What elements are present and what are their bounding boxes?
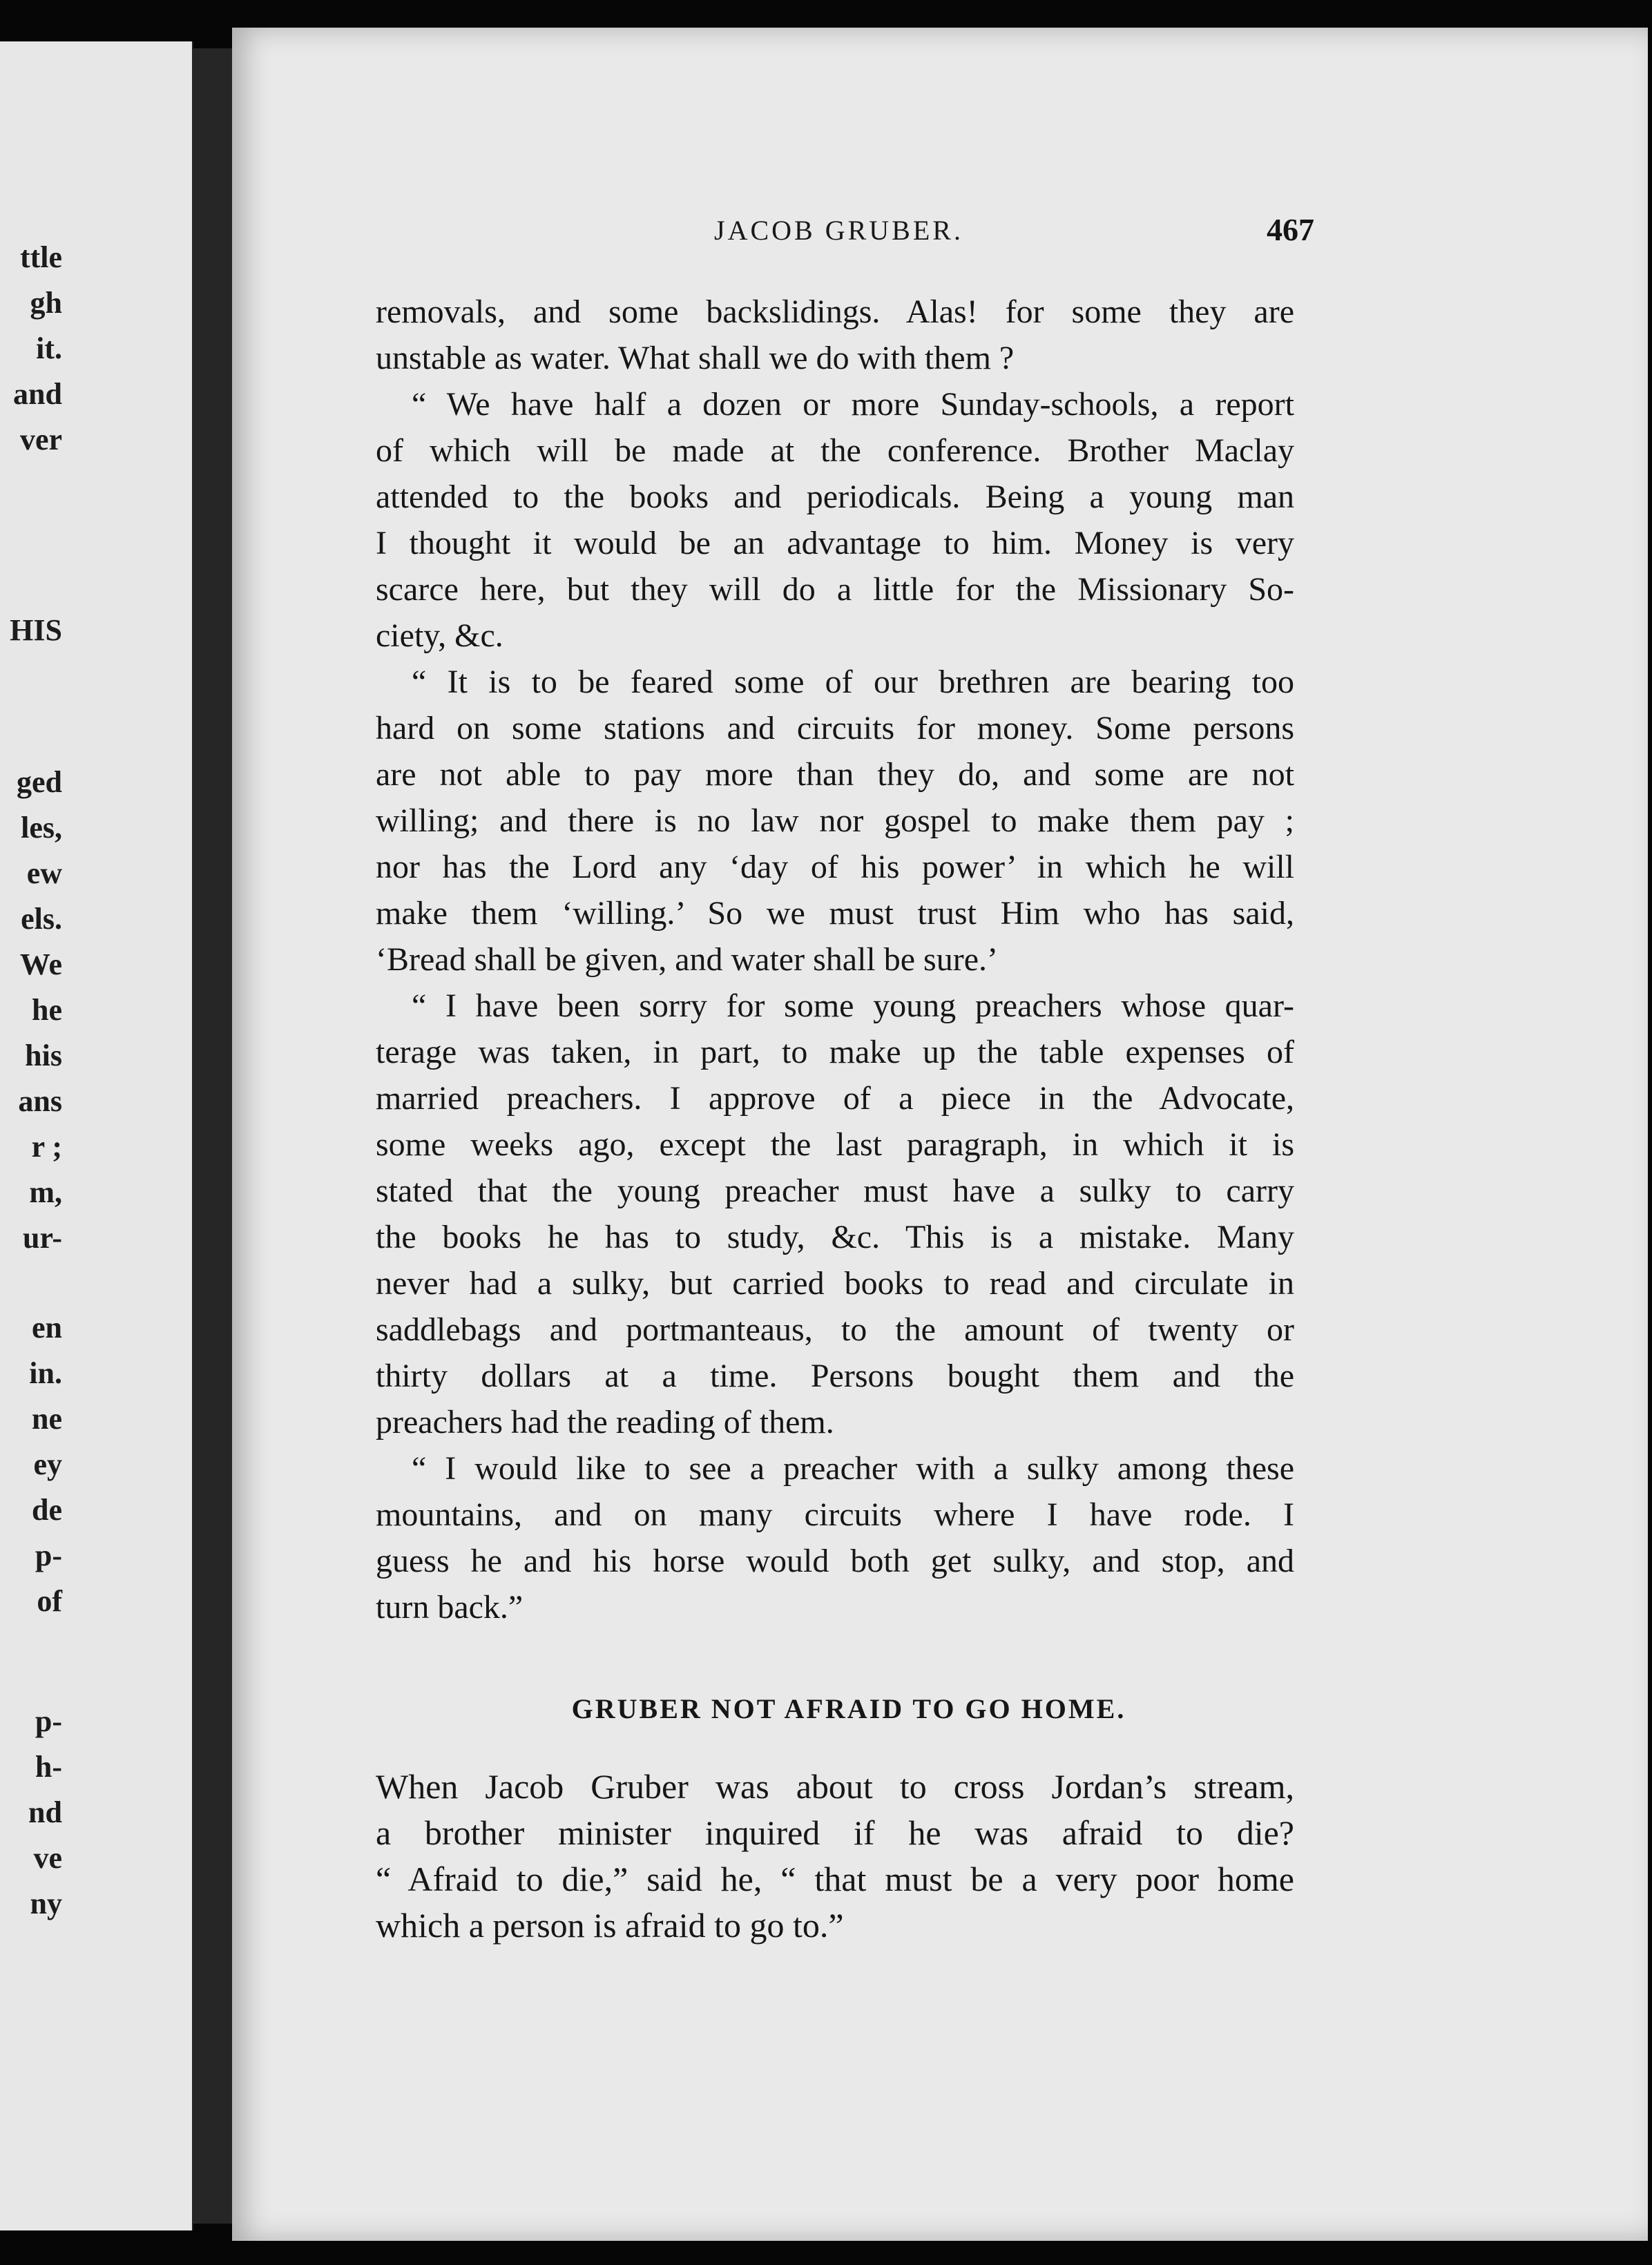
book-page <box>232 28 1648 2241</box>
left-page-text-fragment: ans <box>18 1084 62 1118</box>
left-page-text-fragment: ve <box>33 1841 62 1875</box>
text-line: “ I have been sorry for some young preachers whose quar- <box>412 987 1294 1024</box>
text-line: some weeks ago, except the last paragraph, in which it is <box>376 1126 1294 1163</box>
left-page-text-fragment: ne <box>32 1402 62 1436</box>
left-page-text-fragment: els. <box>21 902 62 936</box>
text-line: scarce here, but they will do a little for the Missionary So- <box>376 571 1294 608</box>
left-page-text-fragment: ged <box>17 765 62 799</box>
running-head <box>232 214 1648 256</box>
paragraph <box>376 381 1294 659</box>
left-page-text-fragment: ur- <box>22 1221 62 1255</box>
left-page-text-fragment: HIS <box>10 613 62 647</box>
left-page-text-fragment: ver <box>19 423 62 456</box>
text-line: removals, and some backslidings. Alas! for some they are <box>376 293 1294 330</box>
text-line: “ Afraid to die,” said he, “ that must be a very poor home <box>376 1860 1294 1898</box>
left-page-text-fragment: his <box>25 1039 62 1072</box>
text-line: willing; and there is no law nor gospel to make them pay ; <box>376 802 1294 839</box>
text-line: terage was taken, in part, to make up the table expenses of <box>376 1034 1294 1070</box>
left-page-text-fragment: ew <box>26 856 62 890</box>
left-page-text-fragment: nd <box>28 1795 62 1829</box>
paragraph <box>376 983 1294 1445</box>
text-line: turn back.” <box>376 1589 524 1626</box>
running-title: JACOB GRUBER. <box>714 215 963 246</box>
left-page-text-fragment: We <box>19 947 62 981</box>
text-line: of which will be made at the conference. Brother Maclay <box>376 432 1294 469</box>
left-page-text-fragment: of <box>37 1584 62 1618</box>
left-page-text-fragment: de <box>32 1493 62 1527</box>
text-line: ‘Bread shall be given, and water shall be sure.’ <box>376 941 999 978</box>
paragraph <box>376 659 1294 983</box>
text-line: stated that the young preacher must have a sulky to carry <box>376 1173 1294 1209</box>
left-page-text-fragment: ey <box>33 1447 62 1481</box>
paragraph <box>376 1445 1294 1630</box>
text-line: unstable as water. What shall we do with them ? <box>376 340 1015 376</box>
left-page-text-fragment: ny <box>30 1887 62 1920</box>
text-line: “ We have half a dozen or more Sunday-schools, a report <box>412 386 1294 423</box>
text-line: attended to the books and periodicals. Being a young man <box>376 479 1294 515</box>
text-line: “ I would like to see a preacher with a sulky among these <box>412 1450 1294 1487</box>
paragraph <box>376 289 1294 381</box>
text-line: guess he and his horse would both get sulky, and stop, and <box>376 1543 1294 1579</box>
left-page-text-fragment: he <box>32 993 62 1027</box>
closing-paragraph <box>376 1764 1294 1949</box>
text-line: which a person is afraid to go to.” <box>376 1906 844 1945</box>
text-line: thirty dollars at a time. Persons bought them and the <box>376 1358 1294 1394</box>
left-page-text-fragment: ttle <box>19 240 62 274</box>
left-page-text-fragment: gh <box>30 286 62 320</box>
text-line: are not able to pay more than they do, and some are not <box>376 756 1294 793</box>
book-gutter <box>192 48 235 2224</box>
text-line: preachers had the reading of them. <box>376 1404 834 1440</box>
section-heading: GRUBER NOT AFRAID TO GO HOME. <box>571 1693 1126 1724</box>
text-line: hard on some stations and circuits for money. Some persons <box>376 710 1294 746</box>
text-line: mountains, and on many circuits where I have rode. I <box>376 1496 1294 1533</box>
text-line: make them ‘willing.’ So we must trust Him who has said, <box>376 895 1294 932</box>
text-line: nor has the Lord any ‘day of his power’ in which he will <box>376 849 1294 885</box>
left-page-text-fragment: p- <box>35 1704 62 1738</box>
text-line: ciety, &c. <box>376 617 503 654</box>
body-text <box>376 289 1294 1949</box>
text-line: never had a sulky, but carried books to read and circulate in <box>376 1265 1294 1302</box>
text-line: When Jacob Gruber was about to cross Jordan’s stream, <box>376 1767 1294 1806</box>
text-line: saddlebags and portmanteaus, to the amount of twenty or <box>376 1311 1294 1348</box>
text-line: “ It is to be feared some of our brethren are bearing too <box>412 664 1294 700</box>
left-page-text-fragment: it. <box>36 331 62 365</box>
left-page-text-fragment: m, <box>29 1175 62 1209</box>
text-line: the books he has to study, &c. This is a mistake. Many <box>376 1219 1294 1255</box>
page-number: 467 <box>1267 212 1314 247</box>
left-page-text-fragment: en <box>32 1311 62 1344</box>
left-page-text-fragment: and <box>13 377 62 411</box>
text-line: a brother minister inquired if he was afraid to die? <box>376 1813 1294 1852</box>
left-page-text-fragment: p- <box>35 1539 62 1572</box>
left-page-fragment <box>0 41 193 2230</box>
text-line: I thought it would be an advantage to him. Money is very <box>376 525 1294 561</box>
left-page-text-fragment: h- <box>35 1750 62 1784</box>
left-page-text-fragment: in. <box>29 1356 62 1390</box>
left-page-text-fragment: r ; <box>31 1130 62 1164</box>
text-line: married preachers. I approve of a piece in the Advocate, <box>376 1080 1294 1117</box>
left-page-text-fragment: les, <box>21 811 62 845</box>
